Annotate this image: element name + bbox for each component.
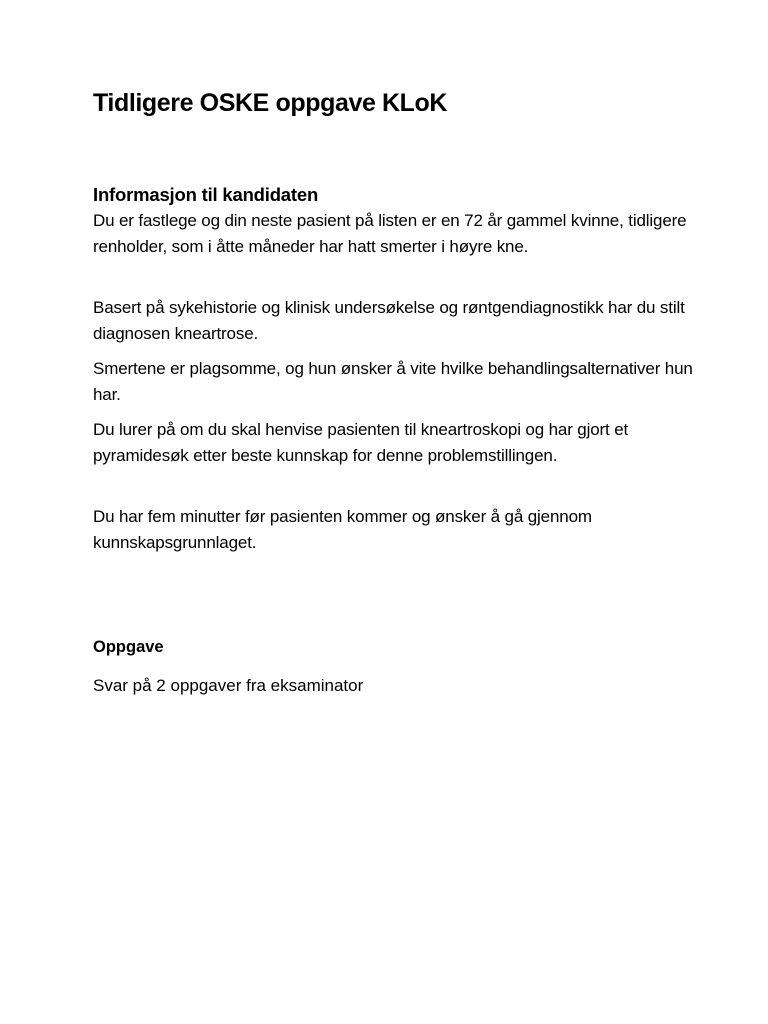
candidate-info-paragraph: Du lurer på om du skal henvise pasienten til kneartroskopi og har gjort et pyramidesøk etter beste kunnskap for denne problemstillingen.	[93, 420, 629, 465]
candidate-info-paragraph: Basert på sykehistorie og klinisk undersøkelse og røntgendiagnostikk har du stilt diagnosen kneartrose.	[93, 298, 685, 343]
candidate-info-heading: Informasjon til kandidaten	[93, 184, 319, 205]
candidate-info-paragraph: Du har fem minutter før pasienten kommer og ønsker å gå gjennom kunnskapsgrunnlaget.	[93, 507, 592, 552]
candidate-info-paragraph: Du er fastlege og din neste pasient på listen er en 72 år gammel kvinne, tidligere renholder, som i åtte måneder har hatt smerter i høyre kne.	[93, 211, 687, 256]
task-text: Svar på 2 oppgaver fra eksaminator	[93, 676, 364, 695]
candidate-info-paragraph: Smertene er plagsomme, og hun ønsker å vite hvilke behandlingsalternativer hun har.	[93, 359, 693, 404]
page-title: Tidligere OSKE oppgave KLoK	[93, 89, 448, 117]
task-heading: Oppgave	[93, 638, 164, 656]
